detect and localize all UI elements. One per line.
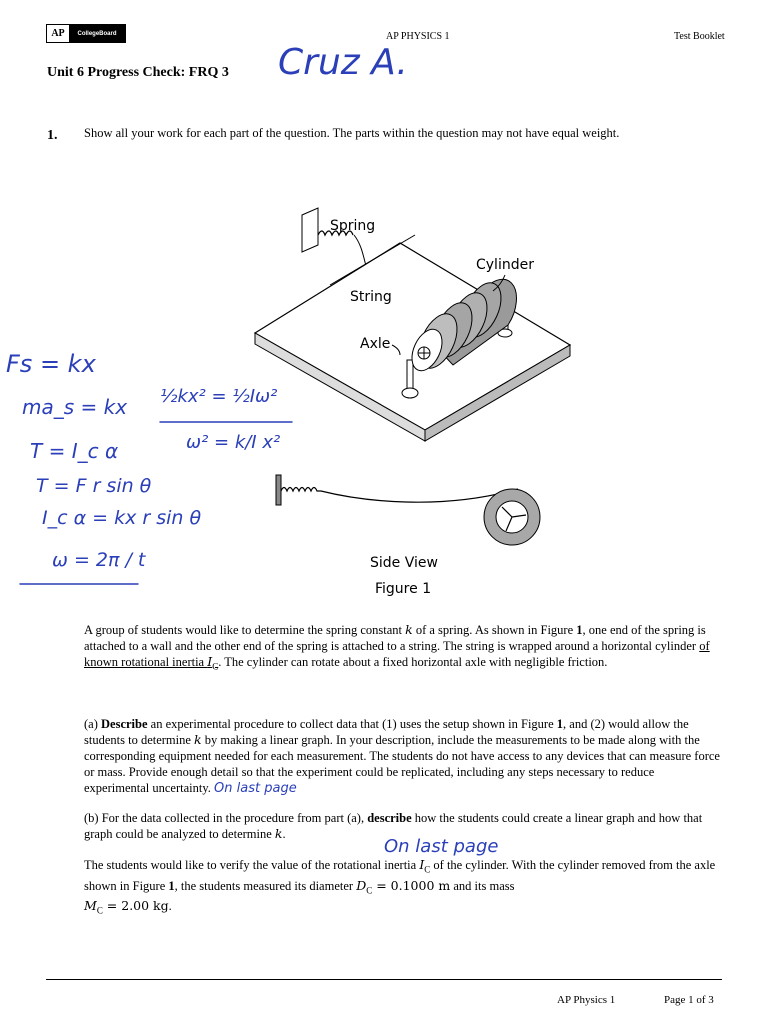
part-a-paragraph: (a) Describe an experimental procedure to collect data that (1) uses the setup shown in Figure 1, and (2) would allow the students to determine k by making a linear graph. In your description, include the measurements to be made along with the corresponding equipment needed for each measurement. The students do not have access to any devices that can measure force or mass. Provide enough detail so that the experiment could be replicated, including any steps necessary to reduce experimental uncertainty. On last page	[84, 717, 720, 796]
part-a-handwritten-note: On last page	[214, 781, 297, 796]
hand-eq-2: ma_s = kx	[22, 395, 128, 419]
hand-eq-4: T = F r sin θ	[36, 475, 152, 497]
hand-eq-5: I_c α = kx r sin θ	[42, 507, 202, 529]
svg-text:Cruz A.: Cruz A.	[278, 42, 408, 83]
verify-paragraph: The students would like to verify the value of the rotational inertia $I_C$ of the cylinder. With the cylinder removed from the axle shown in Figure 1, the students measured its diameter $D_C = 0.1000$ m and its mass $M_C = 2.00$ kg.	[84, 857, 716, 916]
hand-eq-7: ½kx² = ½Iω²	[160, 386, 278, 407]
label-axle: Axle	[360, 336, 391, 352]
hand-eq-1: Fs = kx	[6, 350, 96, 378]
header-booklet: Test Booklet	[674, 31, 725, 42]
question-instructions: Show all your work for each part of the question. The parts within the question may not have equal weight.	[84, 126, 620, 140]
page-title: Unit 6 Progress Check: FRQ 3	[47, 65, 229, 80]
ap-collegeboard-logo	[46, 24, 126, 43]
footer-divider	[46, 979, 722, 980]
handwritten-name	[270, 30, 410, 90]
hand-eq-3: T = I_c α	[30, 439, 119, 463]
label-side-view: Side View	[370, 555, 438, 571]
question-number: 1.	[47, 128, 58, 143]
header-course: AP PHYSICS 1	[386, 31, 450, 42]
hand-eq-8: ω² = k/I x²	[186, 432, 281, 453]
side-view-spring-string	[281, 488, 518, 503]
hand-eq-6: ω = 2π / t	[52, 549, 146, 571]
handwritten-work	[0, 340, 300, 600]
label-spring: Spring	[330, 218, 376, 234]
figure-caption: Figure 1	[375, 581, 432, 597]
svg-text:On last page: On last page	[384, 836, 499, 857]
footer-course: AP Physics 1	[557, 994, 616, 1006]
label-cylinder: Cylinder	[476, 257, 534, 273]
logo-collegeboard: CollegeBoard	[69, 25, 125, 42]
label-string: String	[350, 289, 392, 305]
logo-ap: AP	[47, 25, 69, 42]
intro-paragraph: A group of students would like to determine the spring constant k of a spring. As shown in Figure 1, one end of the spring is attached to a wall and the other end of the spring is attached to a string. The string is wrapped around a horizontal cylinder of known rotational inertia $I_C$. The cylinder can rotate about a fixed horizontal axle with negligible friction.	[84, 622, 710, 672]
wall-icon	[302, 208, 318, 252]
footer-page-number: Page 1 of 3	[664, 994, 714, 1006]
part-b-paragraph: (b) For the data collected in the procedure from part (a), describe how the students could create a linear graph and how that graph could be analyzed to determine k.	[84, 811, 703, 841]
part-b-handwritten-note	[380, 828, 520, 860]
